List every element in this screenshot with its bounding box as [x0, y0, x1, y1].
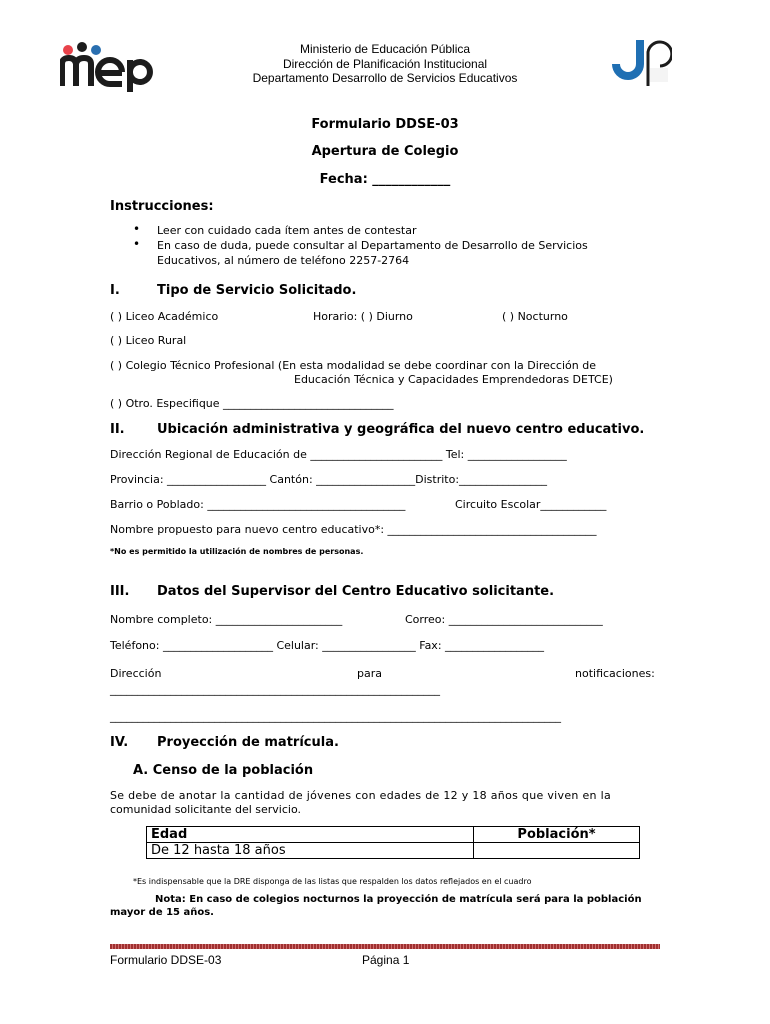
bullet-icon: • — [133, 237, 141, 251]
option-nocturno[interactable]: ( ) Nocturno — [502, 310, 568, 323]
label-direccion: Dirección — [110, 667, 162, 680]
field-nombre-completo[interactable]: Nombre completo: _______________________ — [110, 613, 343, 626]
table-header-edad: Edad — [147, 827, 474, 843]
table-cell-edad: De 12 hasta 18 años — [147, 843, 474, 859]
nota-line-2: mayor de 15 años. — [110, 907, 214, 918]
section-1-title: Tipo de Servicio Solicitado. — [157, 283, 357, 298]
dp-logo — [612, 34, 672, 90]
section-4-title: Proyección de matrícula. — [157, 735, 339, 750]
field-telefono-celular-fax[interactable]: Teléfono: ____________________ Celular: _________________ Fax: __________________ — [110, 639, 545, 652]
option-otro[interactable]: ( ) Otro. Especifique _______________________________ — [110, 397, 394, 410]
census-paragraph-2: comunidad solicitante del servicio. — [110, 803, 302, 816]
footer-rule — [110, 944, 660, 949]
footer-form-name: Formulario DDSE-03 — [110, 953, 222, 967]
bullet-icon: • — [133, 222, 141, 236]
table-cell-poblacion[interactable] — [474, 843, 640, 859]
header-department: Departamento Desarrollo de Servicios Educativos — [252, 71, 518, 85]
option-colegio-tecnico-note: Educación Técnica y Capacidades Emprendedoras DETCE) — [294, 373, 613, 386]
table-header-row — [147, 827, 640, 843]
section-4-number: IV. — [110, 735, 129, 750]
label-notificaciones: notificaciones: — [575, 667, 655, 680]
subsection-a-title: A. Censo de la población — [133, 763, 314, 778]
header-ministry: Ministerio de Educación Pública — [299, 42, 471, 56]
instructions-heading: Instrucciones: — [110, 199, 214, 214]
table-note: *Es indispensable que la DRE disponga de las listas que respalden los datos reflejados en el cuadro — [133, 877, 532, 886]
field-direccion-regional[interactable]: Dirección Regional de Educación de ________________________ Tel: __________________ — [110, 448, 567, 461]
section-2-number: II. — [110, 422, 125, 437]
label-para: para — [357, 667, 382, 680]
header-direction: Dirección de Planificación Institucional — [282, 57, 488, 71]
form-subject: Apertura de Colegio — [311, 144, 459, 159]
mep-logo — [60, 42, 154, 92]
instruction-1: Leer con cuidado cada ítem antes de contestar — [157, 224, 417, 237]
instruction-2b: Educativos, al número de teléfono 2257-2764 — [157, 254, 410, 267]
field-correo[interactable]: Correo: ____________________________ — [405, 613, 603, 626]
field-direccion-line-2[interactable]: __________________________________________________________________________________ — [110, 710, 561, 723]
field-barrio[interactable]: Barrio o Poblado: ____________________________________ — [110, 498, 406, 511]
option-liceo-academico[interactable]: ( ) Liceo Académico — [110, 310, 219, 323]
field-provincia-canton-distrito[interactable]: Provincia: __________________ Cantón: __________________Distrito:________________ — [110, 473, 548, 486]
nota-line-1: Nota: En caso de colegios nocturnos la proyección de matrícula será para la población — [155, 894, 642, 905]
section-1-number: I. — [110, 283, 120, 298]
field-direccion-line-1[interactable]: ____________________________________________________________ — [110, 683, 440, 696]
option-colegio-tecnico[interactable]: ( ) Colegio Técnico Profesional (En esta modalidad se debe coordinar con la Dirección de — [110, 359, 596, 372]
census-paragraph-1: Se debe de anotar la cantidad de jóvenes con edades de 12 y 18 años que viven en la — [110, 789, 611, 802]
population-table — [146, 826, 640, 859]
instruction-2a: En caso de duda, puede consultar al Departamento de Desarrollo de Servicios — [157, 239, 588, 252]
section-2-title: Ubicación administrativa y geográfica del nuevo centro educativo. — [157, 422, 645, 437]
option-horario-diurno[interactable]: Horario: ( ) Diurno — [313, 310, 413, 323]
section-2-note: *No es permitido la utilización de nombres de personas. — [110, 547, 364, 556]
field-nombre-propuesto[interactable]: Nombre propuesto para nuevo centro educativo*: ______________________________________ — [110, 523, 597, 536]
table-header-poblacion: Población* — [474, 827, 640, 843]
form-title: Formulario DDSE-03 — [311, 117, 459, 132]
section-3-number: III. — [110, 584, 130, 599]
section-3-title: Datos del Supervisor del Centro Educativo solicitante. — [157, 584, 555, 599]
date-field[interactable]: Fecha: ____________ — [319, 172, 451, 187]
field-circuito[interactable]: Circuito Escolar____________ — [455, 498, 607, 511]
footer-page-number: Página 1 — [362, 953, 410, 967]
option-liceo-rural[interactable]: ( ) Liceo Rural — [110, 334, 187, 347]
table-row — [147, 843, 640, 859]
